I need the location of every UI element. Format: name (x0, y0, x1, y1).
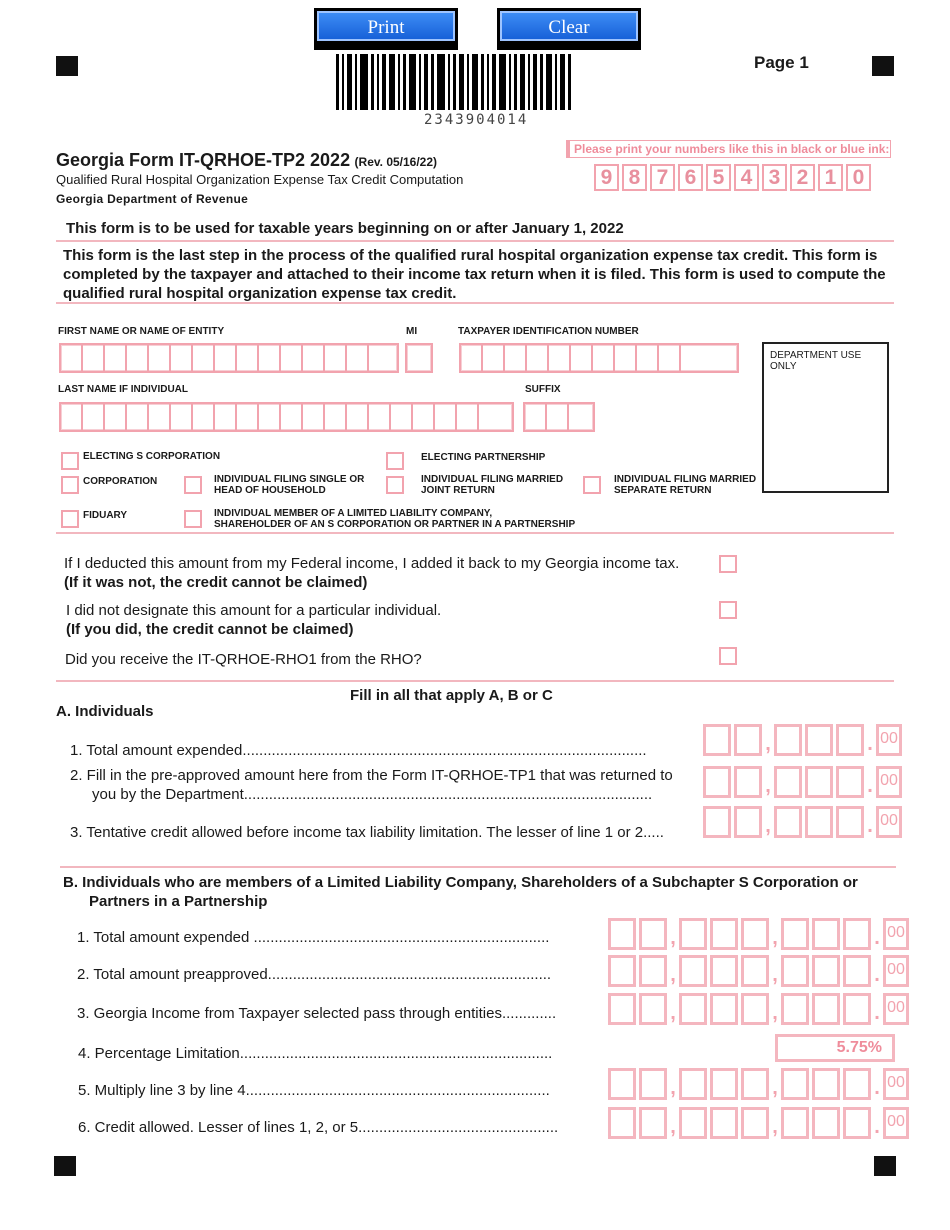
section-a-line-2: 2. Fill in the pre-approved amount here from the Form IT-QRHOE-TP1 that was returned to (70, 767, 673, 784)
corporation-label: CORPORATION (83, 476, 158, 487)
divider (56, 532, 894, 534)
department-use-box (762, 342, 889, 493)
sample-digit: 2 (790, 164, 815, 191)
fiduciary-label: FIDUARY (83, 510, 128, 521)
sample-digit: 4 (734, 164, 759, 191)
registration-mark (56, 56, 78, 76)
page-label: Page 1 (754, 53, 809, 72)
section-b-line-2: 2. Total amount preapproved.................................................................... (77, 966, 552, 983)
question-2-checkbox[interactable] (719, 601, 737, 619)
fill-instruction: Fill in all that apply A, B or C (350, 687, 553, 704)
cents-field: 00 (883, 955, 909, 987)
last-name-field[interactable] (59, 402, 514, 432)
section-b-line-6-amount[interactable]: , , . 00 (608, 1107, 909, 1139)
question-2-note: (If you did, the credit cannot be claimed) (66, 621, 354, 638)
individual-joint-checkbox[interactable] (386, 476, 404, 494)
individual-separate-checkbox[interactable] (583, 476, 601, 494)
cents-field: 00 (883, 918, 909, 950)
suffix-field[interactable] (523, 402, 595, 432)
clear-button[interactable] (497, 8, 641, 50)
form-subtitle: Qualified Rural Hospital Organization Expense Tax Credit Computation (56, 172, 464, 187)
section-b-line-1: 1. Total amount expended ....................................................................... (77, 929, 550, 946)
llc-member-checkbox[interactable] (184, 510, 202, 528)
section-a-line-1: 1. Total amount expended................................................................................................. (70, 742, 647, 759)
ink-notice: Please print your numbers like this in black or blue ink: (566, 140, 891, 158)
partnership-label: ELECTING PARTNERSHIP (421, 452, 546, 463)
question-3: Did you receive the IT-QRHOE-RHO1 from the RHO? (65, 651, 422, 668)
mi-label: MI (406, 326, 418, 337)
question-1-checkbox[interactable] (719, 555, 737, 573)
divider (56, 680, 894, 682)
sample-digits (594, 164, 874, 191)
last-name-label: LAST NAME IF INDIVIDUAL (58, 384, 188, 395)
s-corporation-label: ELECTING S CORPORATION (83, 451, 221, 462)
section-b-line-5: 5. Multiply line 3 by line 4......................................................................... (78, 1082, 550, 1099)
form-title-text: Georgia Form IT-QRHOE-TP2 2022 (56, 150, 351, 170)
first-name-field[interactable] (59, 343, 399, 373)
registration-mark (54, 1156, 76, 1176)
form-title (56, 150, 437, 171)
llc-member-label: INDIVIDUAL MEMBER OF A LIMITED LIABILITY COMPANY, SHAREHOLDER OF AN S CORPORATION OR PARTNER IN A PARTNERSHIP (214, 508, 576, 530)
section-a-line-2-amount[interactable]: , . 00 (703, 766, 902, 798)
fiduciary-checkbox[interactable] (61, 510, 79, 528)
percentage-limitation: 5.75% (775, 1034, 895, 1062)
section-b-line-3: 3. Georgia Income from Taxpayer selected pass through entities............. (77, 1005, 557, 1022)
cents-field: 00 (883, 993, 909, 1025)
sample-digit: 9 (594, 164, 619, 191)
individual-joint-label: INDIVIDUAL FILING MARRIED JOINT RETURN (421, 474, 564, 496)
intro-paragraph: This form is the last step in the process of the qualified rural hospital organization expense tax credit. This form is completed by the taxpayer and attached to their income tax return when it is filed. This form is used to compute the qualified rural hospital organization expense tax credit. (63, 247, 886, 302)
print-button[interactable] (314, 8, 458, 50)
question-1-note: (If it was not, the credit cannot be claimed) (64, 574, 368, 591)
section-a-line-2-cont: you by the Department.................................................................................................. (92, 786, 653, 803)
suffix-label: SUFFIX (525, 384, 561, 395)
barcode-number: 2343904014 (424, 112, 529, 128)
tin-label: TAXPAYER IDENTIFICATION NUMBER (458, 326, 639, 337)
section-b-line-6: 6. Credit allowed. Lesser of lines 1, 2, or 5................................................ (78, 1119, 559, 1136)
sample-digit: 6 (678, 164, 703, 191)
section-a-line-1-amount[interactable]: , . 00 (703, 724, 902, 756)
mi-field[interactable] (405, 343, 433, 373)
cents-field: 00 (876, 766, 902, 798)
tin-field[interactable] (459, 343, 739, 373)
registration-mark (874, 1156, 896, 1176)
question-1: If I deducted this amount from my Federal income, I added it back to my Georgia income tax. (64, 555, 680, 572)
cents-field: 00 (876, 724, 902, 756)
section-b-line-4: 4. Percentage Limitation........................................................................... (78, 1045, 553, 1062)
sample-digit: 7 (650, 164, 675, 191)
divider (56, 302, 894, 304)
section-b-title: B. Individuals who are members of a Limited Liability Company, Shareholders of a Subchapter S Corporation or (63, 874, 858, 891)
cents-field: 00 (883, 1068, 909, 1100)
sample-digit: 8 (622, 164, 647, 191)
individual-separate-label: INDIVIDUAL FILING MARRIED SEPARATE RETURN (614, 474, 757, 496)
clear-button-label: Clear (500, 11, 638, 41)
section-b-line-2-amount[interactable]: , , . 00 (608, 955, 909, 987)
section-b-line-5-amount[interactable]: , , . 00 (608, 1068, 909, 1100)
department-use-label: DEPARTMENT USE ONLY (770, 350, 862, 372)
s-corporation-checkbox[interactable] (61, 452, 79, 470)
print-button-label: Print (317, 11, 455, 41)
first-name-label: FIRST NAME OR NAME OF ENTITY (58, 326, 225, 337)
question-3-checkbox[interactable] (719, 647, 737, 665)
section-b-title-cont: Partners in a Partnership (89, 893, 268, 910)
department-name: Georgia Department of Revenue (56, 192, 249, 206)
corporation-checkbox[interactable] (61, 476, 79, 494)
partnership-checkbox[interactable] (386, 452, 404, 470)
sample-digit: 3 (762, 164, 787, 191)
barcode (336, 54, 624, 110)
section-a-title: A. Individuals (56, 703, 154, 720)
divider (60, 866, 896, 868)
registration-mark (872, 56, 894, 76)
form-revision: (Rev. 05/16/22) (354, 155, 438, 169)
cents-field: 00 (876, 806, 902, 838)
sample-digit: 0 (846, 164, 871, 191)
cents-field: 00 (883, 1107, 909, 1139)
section-a-line-3-amount[interactable]: , . 00 (703, 806, 902, 838)
question-2: I did not designate this amount for a particular individual. (66, 602, 442, 619)
individual-single-label: INDIVIDUAL FILING SINGLE OR HEAD OF HOUSEHOLD (214, 474, 365, 496)
divider (56, 240, 894, 242)
sample-digit: 1 (818, 164, 843, 191)
individual-single-checkbox[interactable] (184, 476, 202, 494)
section-a-line-3: 3. Tentative credit allowed before income tax liability limitation. The lesser of line 1 or 2..... (70, 824, 664, 841)
sample-digit: 5 (706, 164, 731, 191)
section-b-line-3-amount[interactable]: , , . 00 (608, 993, 909, 1025)
taxable-years-notice: This form is to be used for taxable years beginning on or after January 1, 2022 (66, 220, 624, 237)
section-b-line-1-amount[interactable]: , , . 00 (608, 918, 909, 950)
